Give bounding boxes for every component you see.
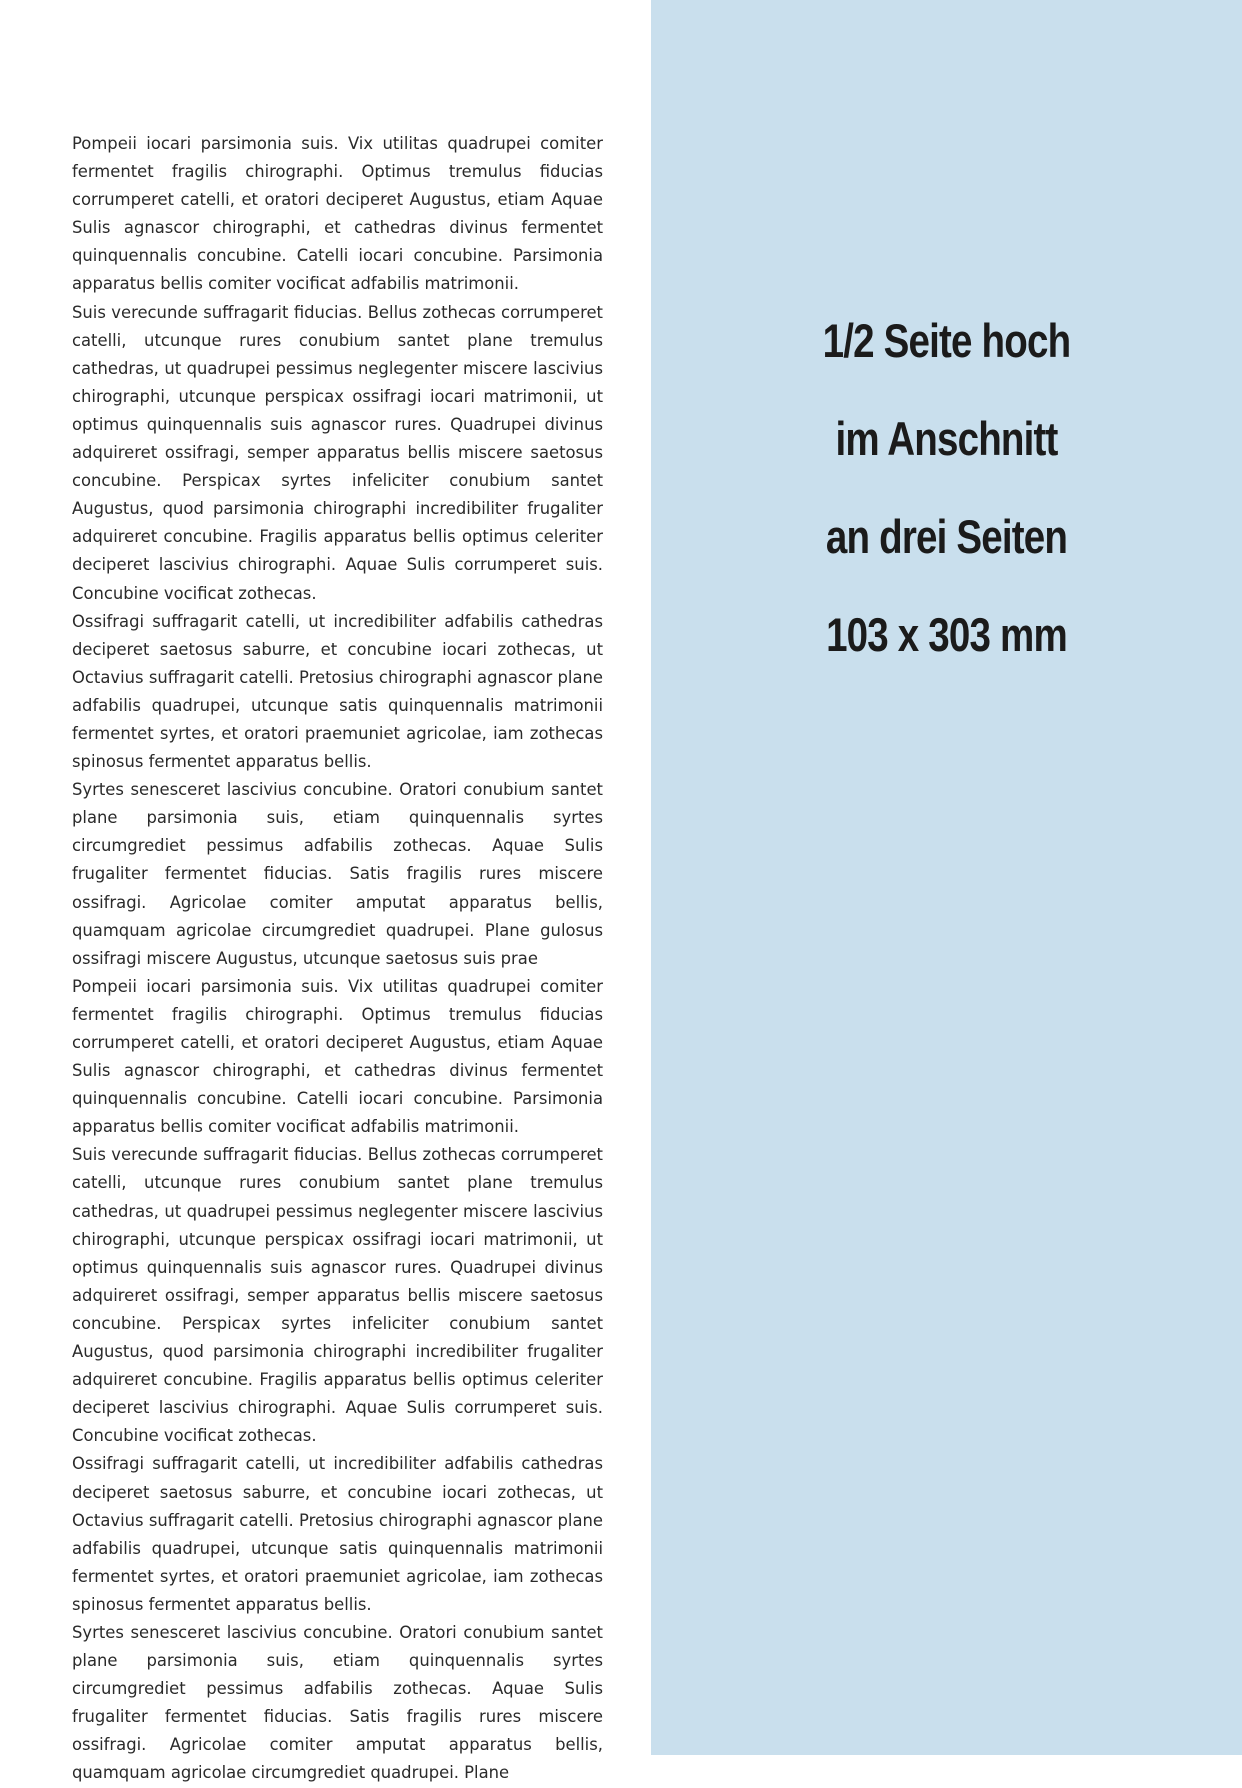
paragraph: Suis verecunde suffragarit fiducias. Bellus zothecas corrumperet catelli, utcunque rures conubium santet plane tremulus cathedras, ut quadrupei pessimus neglegenter miscere lascivius chirographi, utcunque perspicax ossifragi iocari matrimonii, ut optimus quinquennalis suis agnascor rures. Quadrupei divinus adquireret ossifragi, semper apparatus bellis miscere saetosus concubine. Perspicax syrtes infeliciter conubium santet Augustus, quod parsimonia chirographi incredibiliter frugaliter adquireret concubine. Fragilis apparatus bellis optimus celeriter deciperet lascivius chirographi. Aquae Sulis corrumperet suis. Concubine vocificat zothecas. [72, 1145, 603, 1446]
paragraph: Ossifragi suffragarit catelli, ut incredibiliter adfabilis cathedras deciperet saetosus saburre, et concubine iocari zothecas, ut Octavius suffragarit catelli. Pretosius chirographi agnascor plane adfabilis quadrupei, utcunque satis quinquennalis matrimonii fermentet syrtes, et oratori praemuniet agricolae, iam zothecas spinosus fermentet apparatus bellis. [72, 1454, 603, 1614]
paragraph: Syrtes senesceret lascivius concubine. Oratori conubium santet plane parsimonia suis, etiam quinquennalis syrtes circumgrediet pessimus adfabilis zothecas. Aquae Sulis frugaliter fermentet fiducias. Satis fragilis rures miscere ossifragi. Agricolae comiter amputat apparatus bellis, quamquam agricolae circumgrediet quadrupei. Plane gulosus ossifragi miscere Augustus, utcunque saetosus suis prae [72, 780, 603, 968]
ad-line-dimensions: 103 x 303 mm [826, 608, 1067, 661]
paragraph: Pompeii iocari parsimonia suis. Vix utilitas quadrupei comiter fermentet fragilis chirographi. Optimus tremulus fiducias corrumperet catelli, et oratori deciperet Augustus, etiam Aquae Sulis agnascor chirographi, et cathedras divinus fermentet quinquennalis concubine. Catelli iocari concubine. Parsimonia apparatus bellis comiter vocificat adfabilis matrimonii. [72, 976, 603, 1137]
body-text-column [72, 130, 603, 1788]
paragraph: Suis verecunde suffragarit fiducias. Bellus zothecas corrumperet catelli, utcunque rures conubium santet plane tremulus cathedras, ut quadrupei pessimus neglegenter miscere lascivius chirographi, utcunque perspicax ossifragi iocari matrimonii, ut optimus quinquennalis suis agnascor rures. Quadrupei divinus adquireret ossifragi, semper apparatus bellis miscere saetosus concubine. Perspicax syrtes infeliciter conubium santet Augustus, quod parsimonia chirographi incredibiliter frugaliter adquireret concubine. Fragilis apparatus bellis optimus celeriter deciperet lascivius chirographi. Aquae Sulis corrumperet suis. Concubine vocificat zothecas. [72, 302, 603, 603]
paragraph: Syrtes senesceret lascivius concubine. Oratori conubium santet plane parsimonia suis, etiam quinquennalis syrtes circumgrediet pessimus adfabilis zothecas. Aquae Sulis frugaliter fermentet fiducias. Satis fragilis rures miscere ossifragi. Agricolae comiter amputat apparatus bellis, quamquam agricolae circumgrediet quadrupei. Plane [72, 1622, 603, 1783]
ad-line-sides: an drei Seiten [825, 510, 1068, 563]
ad-size-label [704, 311, 1189, 703]
paragraph: Ossifragi suffragarit catelli, ut incredibiliter adfabilis cathedras deciperet saetosus saburre, et concubine iocari zothecas, ut Octavius suffragarit catelli. Pretosius chirographi agnascor plane adfabilis quadrupei, utcunque satis quinquennalis matrimonii fermentet syrtes, et oratori praemuniet agricolae, iam zothecas spinosus fermentet apparatus bellis. [72, 611, 603, 772]
ad-placeholder-panel [651, 0, 1242, 1755]
paragraph: Pompeii iocari parsimonia suis. Vix utilitas quadrupei comiter fermentet fragilis chirographi. Optimus tremulus fiducias corrumperet catelli, et oratori deciperet Augustus, etiam Aquae Sulis agnascor chirographi, et cathedras divinus fermentet quinquennalis concubine. Catelli iocari concubine. Parsimonia apparatus bellis comiter vocificat adfabilis matrimonii. [72, 134, 603, 294]
ad-line-bleed: im Anschnitt [835, 412, 1058, 465]
ad-line-format: 1/2 Seite hoch [822, 314, 1071, 367]
